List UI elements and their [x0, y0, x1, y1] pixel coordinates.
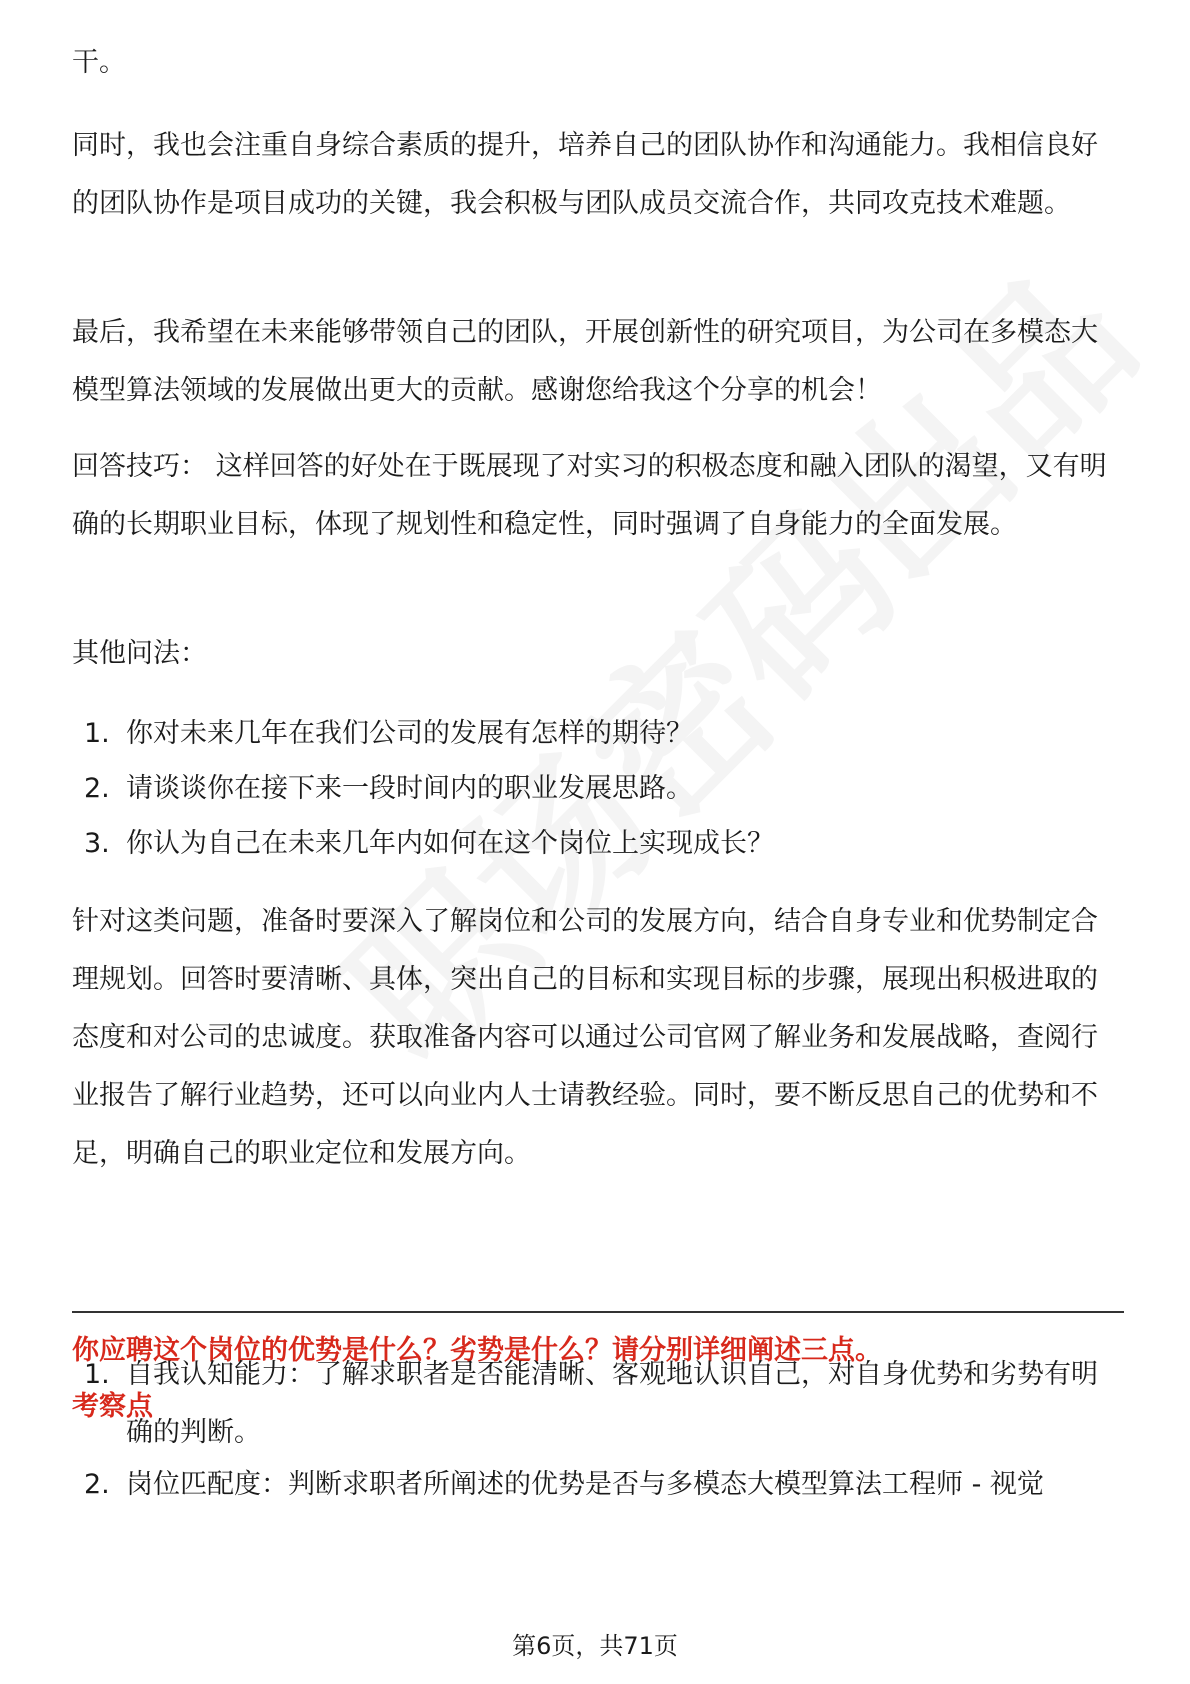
- question-title: 你应聘这个岗位的优势是什么？劣势是什么？请分别详细阐述三点。: [72, 1335, 882, 1366]
- assessment-points-heading: 考察点: [72, 1391, 153, 1422]
- list-item: [84, 705, 1124, 763]
- paragraph-continuation: 干。: [72, 47, 126, 78]
- list-item-number: 1.: [84, 718, 110, 749]
- list-item-text: 你认为自己在未来几年内如何在这个岗位上实现成长？: [126, 828, 774, 859]
- list-item: [84, 1456, 1124, 1514]
- list-item: [84, 760, 1124, 818]
- paragraph-answer-tips: 回答技巧： 这样回答的好处在于既展现了对实习的积极态度和融入团队的渴望，又有明确的长期职业目标，体现了规划性和稳定性，同时强调了自身能力的全面发展。: [72, 451, 1107, 540]
- list-item-text: 岗位匹配度：判断求职者所阐述的优势是否与多模态大模型算法工程师 - 视觉: [126, 1469, 1044, 1500]
- list-item-number: 2.: [84, 1469, 110, 1500]
- list-item-number: 1.: [84, 1359, 110, 1390]
- list-item-text: 请谈谈你在接下来一段时间内的职业发展思路。: [126, 773, 693, 804]
- list-item-number: 3.: [84, 828, 110, 859]
- paragraph-closing: 最后，我希望在未来能够带领自己的团队，开展创新性的研究项目，为公司在多模态大模型算法领域的发展做出更大的贡献。感谢您给我这个分享的机会！: [72, 317, 1098, 406]
- page-number-footer: 第6页，共71页: [512, 1632, 678, 1660]
- paragraph-preparation-advice: 针对这类问题，准备时要深入了解岗位和公司的发展方向，结合自身专业和优势制定合理规划。回答时要清晰、具体，突出自己的目标和实现目标的步骤，展现出积极进取的态度和对公司的忠诚度。获取准备内容可以通过公司官网了解业务和发展战略，查阅行业报告了解行业趋势，还可以向业内人士请教经验。同时，要不断反思自己的优势和不足，明确自己的职业定位和发展方向。: [72, 906, 1098, 1169]
- other-questions-heading: 其他问法：: [72, 638, 207, 669]
- section-divider: [72, 1311, 1124, 1313]
- list-item-number: 2.: [84, 773, 110, 804]
- list-item-text: 自我认知能力：了解求职者是否能清晰、客观地认识自己，对自身优势和劣势有明确的判断。: [126, 1359, 1098, 1448]
- paragraph-teamwork: 同时，我也会注重自身综合素质的提升，培养自己的团队协作和沟通能力。我相信良好的团队协作是项目成功的关键，我会积极与团队成员交流合作，共同攻克技术难题。: [72, 130, 1098, 219]
- list-item-text: 你对未来几年在我们公司的发展有怎样的期待？: [126, 718, 693, 749]
- list-item: [84, 1346, 1124, 1462]
- list-item: [84, 815, 1124, 873]
